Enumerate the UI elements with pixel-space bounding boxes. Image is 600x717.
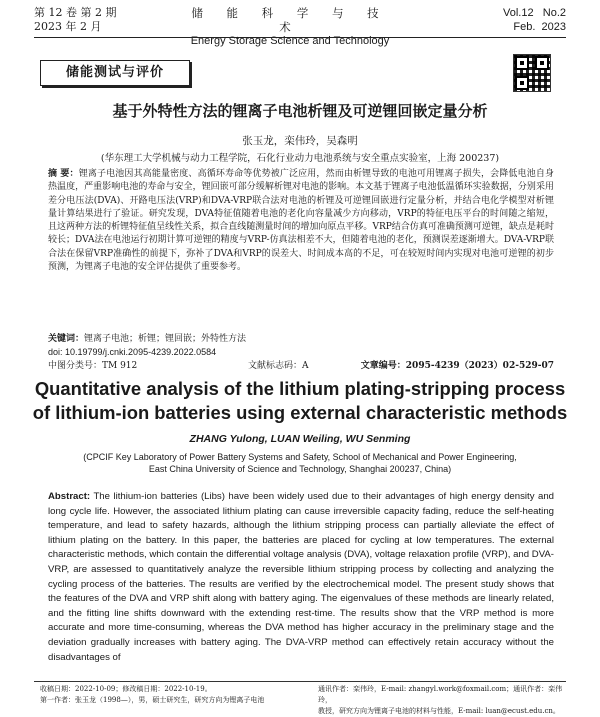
cn-affiliation: (华东理工大学机械与动力工程学院，石化行业动力电池系统与安全重点实验室，上海 200237) bbox=[100, 153, 500, 164]
en-affiliation-line-1: (CPCIF Key Laboratory of Power Battery Systems and Safety, School of Mechanical and Power Engineering, bbox=[83, 452, 517, 462]
doi[interactable]: doi: 10.19799/j.cnki.2095-4239.2022.0584 bbox=[48, 347, 217, 357]
first-author-note: 第一作者：张玉龙（1998—），男，硕士研究生，研究方向为锂离子电池 bbox=[40, 696, 265, 704]
footer-left bbox=[40, 684, 310, 706]
header-journal-block bbox=[190, 6, 390, 48]
en-title bbox=[30, 377, 570, 425]
cn-title: 基于外特性方法的锂离子电池析锂及可逆锂回嵌定量分析 bbox=[112, 102, 488, 120]
en-abstract-text: The lithium-ion batteries (Libs) have been widely used due to their advantages of high energy density and long cycle life. However, the associated lithium plating can cause irreversible capacity fading, reduce the self-heating temperature, and lead to safety hazards, although the lithium stripping process can partially alleviate the effect of lithium plating on the battery. In this paper, the batteries are placed for cycling at low temperatures. The external characteristic methods, which contain the differential voltage analysis (DVA), voltage relaxation profile (VRP), and DVA-VRP, are assessed to quantitatively analyze the reversible lithium stripping process by collecting and analyzing the cycling process of the batteries. The results are verified by the electrochemical model. The present study shows that the features of the DVA and VRP shift along with battery aging. The eigenvalues of these methods are linearly related, and the fitting line shifts downward with the extending rest-time. The results show that the VRP method is more accurate and more time-consuming, whereas the DVA method has higher accuracy in the preliminary stage and the deviation gradually increases with battery aging. The DVA-VRP method can effectively retain accuracy without the disadvantages of bbox=[48, 491, 554, 663]
cn-keywords-label: 关键词： bbox=[48, 334, 85, 344]
en-title-line-1: Quantitative analysis of the lithium plating-stripping process bbox=[34, 378, 566, 399]
cn-authors: 张玉龙，栾伟玲，吴森明 bbox=[242, 135, 358, 147]
header-journal-en: Energy Storage Science and Technology bbox=[190, 35, 390, 47]
cn-keywords-text: 锂离子电池；析锂；锂回嵌；外特性方法 bbox=[84, 334, 247, 344]
en-authors: ZHANG Yulong, LUAN Weiling, WU Senming bbox=[189, 433, 411, 445]
header-date-cn: 2023 年 2 月 bbox=[34, 20, 102, 33]
section-label: 储能测试与评价 bbox=[40, 60, 190, 86]
footer-right bbox=[318, 684, 568, 717]
cn-abstract-label: 摘 要： bbox=[48, 169, 79, 179]
en-abstract bbox=[48, 490, 554, 665]
header-volume-en: Vol.12 No.2 bbox=[503, 7, 566, 19]
header-divider bbox=[34, 37, 566, 38]
en-abstract-label: Abstract: bbox=[48, 491, 91, 502]
en-affiliation bbox=[30, 451, 570, 475]
en-affiliation-line-2: East China University of Science and Technology, Shanghai 200237, China) bbox=[148, 464, 452, 474]
header-volume-block bbox=[34, 6, 116, 34]
received-date: 收稿日期：2022-10-09；修改稿日期：2022-10-19。 bbox=[40, 685, 212, 693]
research-note: 教授，研究方向为锂离子电池的材料与性能，E-mail: luan@ecust.edu.cn。 bbox=[318, 707, 560, 715]
header-date-en: Feb. 2023 bbox=[513, 21, 566, 33]
qr-code-icon bbox=[513, 54, 551, 92]
footer-divider bbox=[34, 681, 566, 682]
header-volume-cn: 第 12 卷 第 2 期 bbox=[34, 6, 117, 19]
header-journal-cn: 储 能 科 学 与 技 术 bbox=[191, 6, 389, 34]
cn-abstract-text: 锂离子电池因其高能量密度、高循环寿命等优势被广泛应用，然而由析锂导致的电池可用锂离子损失，会降低电池自身热温度，严重影响电池的寿命与安全，锂回嵌可部分缓解析锂对电池的影响。本文基于锂离子电池低温循环实验数据，分别采用差分电压法(DVA)、开路电压法(VRP)和DVA-VRP联合法对电池的析锂及可逆锂回嵌进行定量分析，并结合电化学模型对析锂量计算结果进行了验证。研究发现，DVA特征值随着电池的老化向容量减少方向移动，VRP的特征电压平台的时间随之缩短，且这两种方法的析锂特征值呈线性关系，拟合直线随测量时间的增加向原点平移。VRP结合仿真可准确预测可逆锂，缺点是耗时较长；DVA法在电池运行初期计算可逆锂的精度与VRP-仿真法相差不大，但随着电池的老化，预测误差逐渐增大。DVA-VRP联合法在保留VRP准确性的前提下，弥补了DVA和VRP的误差大、时间成本高的不足，可在较短时间内实现对电池可逆锂的初步预测，为锂离子电池的安全评估提供了重要参考。 bbox=[48, 169, 554, 273]
cn-abstract bbox=[48, 168, 554, 274]
article-number: 文章编号：2095-4239（2023）02-529-07 bbox=[360, 361, 554, 371]
clc-number: 中图分类号：TM 912 bbox=[48, 361, 138, 371]
header-vol-block bbox=[503, 6, 566, 34]
cn-keywords bbox=[48, 333, 554, 345]
contact-note: 通讯作者：栾伟玲，E-mail: zhangyl.work@foxmail.com；通讯作者：栾伟玲， bbox=[318, 685, 563, 704]
document-code: 文献标志码：A bbox=[248, 361, 309, 371]
en-title-line-2: of lithium-ion batteries using external characteristic methods bbox=[32, 402, 568, 423]
